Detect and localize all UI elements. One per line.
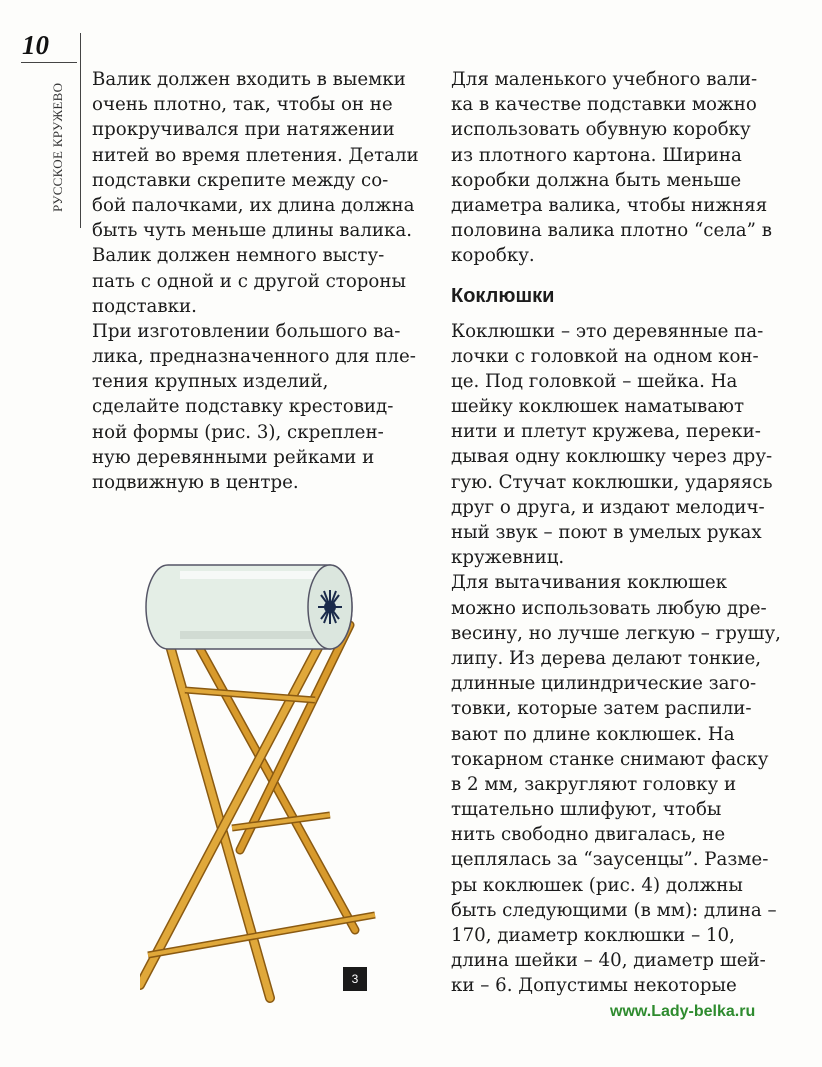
text-line: ры коклюшек (рис. 4) должны: [451, 874, 743, 896]
text-line: це. Под головкой – шейка. На: [451, 370, 738, 392]
text-line: прокручивался при натяжении: [92, 119, 395, 141]
text-line: подставки скрепите между со-: [92, 169, 389, 191]
text-line: длина шейки – 40, диаметр шей-: [451, 950, 766, 972]
text-line: друг о друга, и издают мелодич-: [451, 496, 765, 518]
text-line: сделайте подставку крестовид-: [92, 396, 394, 418]
text-line: можно использовать любую дре-: [451, 597, 767, 619]
text-line: из плотного картона. Ширина: [451, 144, 742, 166]
left-column: [92, 67, 442, 495]
text-line: Коклюшки – это деревянные па-: [451, 320, 764, 342]
text-line: диаметра валика, чтобы нижняя: [451, 194, 768, 216]
text-line: ный звук – поют в умелых руках: [451, 522, 762, 543]
right-intro-text: [451, 67, 801, 269]
text-line: нить свободно двигалась, не: [451, 824, 726, 846]
text-line: Для маленького учебного вали-: [451, 69, 758, 90]
text-line: ка в качестве подставки можно: [451, 94, 757, 116]
text-line: ки – 6. Допустимы некоторые: [451, 975, 737, 997]
text-line: половина валика плотно “села” в: [451, 220, 772, 242]
section-body-text: [451, 319, 801, 999]
text-line: бой палочками, их длина должна: [92, 194, 415, 216]
text-line: подставки.: [92, 295, 197, 317]
right-column: [451, 67, 801, 999]
text-line: нити и плетут кружева, переки-: [451, 421, 761, 443]
text-line: лочки с головкой на одном кон-: [451, 345, 759, 367]
text-line: тения крупных изделий,: [92, 371, 329, 393]
text-line: вают по длине коклюшек. На: [451, 723, 735, 745]
text-line: длинные цилиндрические заго-: [451, 673, 757, 695]
text-line: Валик должен немного высту-: [92, 245, 385, 267]
figure-number-badge: 3: [343, 967, 367, 991]
text-line: очень плотно, так, чтобы он не: [92, 94, 393, 116]
text-line: товки, которые затем распили-: [451, 698, 752, 720]
text-line: липу. Из дерева делают тонкие,: [451, 647, 762, 669]
text-line: токарном станке снимают фаску: [451, 748, 769, 770]
text-line: шейку коклюшек наматывают: [451, 396, 745, 418]
text-line: быть чуть меньше длины валика.: [92, 220, 413, 242]
text-line: тщательно шлифуют, чтобы: [451, 799, 722, 821]
text-line: При изготовлении большого ва-: [92, 320, 401, 342]
text-line: лика, предназначенного для пле-: [92, 346, 416, 368]
text-line: весину, но лучше легкую – грушу,: [451, 622, 781, 644]
text-line: гую. Стучат коклюшки, ударяясь: [451, 471, 773, 493]
pillow-stand-illustration: [140, 530, 380, 1010]
text-line: ную деревянными рейками и: [92, 446, 375, 468]
text-line: ной формы (рис. 3), скреплен-: [92, 421, 384, 443]
text-line: дывая одну коклюшку через дру-: [451, 446, 773, 468]
website-link[interactable]: www.Lady-belka.ru: [610, 1003, 756, 1020]
page-number: 10: [22, 30, 49, 60]
text-line: коробки должна быть меньше: [451, 169, 742, 191]
text-line: 170, диаметр коклюшки – 10,: [451, 925, 735, 946]
text-line: кружевниц.: [451, 547, 565, 569]
text-line: пать с одной и с другой стороны: [92, 270, 406, 292]
running-head: РУССКОЕ КРУЖЕВО: [50, 82, 65, 212]
text-line: в 2 мм, закругляют головку и: [451, 773, 737, 795]
text-line: Валик должен входить в выемки: [92, 69, 406, 90]
text-line: цеплялась за “заусенцы”. Разме-: [451, 849, 769, 871]
text-line: Для вытачивания коклюшек: [451, 572, 728, 594]
text-line: быть следующими (в мм): длина –: [451, 899, 777, 921]
section-heading: Коклюшки: [451, 284, 555, 307]
text-line: нитей во время плетения. Детали: [92, 144, 419, 166]
margin-rule: [80, 33, 81, 228]
text-line: коробку.: [451, 245, 535, 267]
text-line: использовать обувную коробку: [451, 119, 751, 141]
star-icon: [318, 590, 342, 624]
text-line: подвижную в центре.: [92, 472, 299, 493]
